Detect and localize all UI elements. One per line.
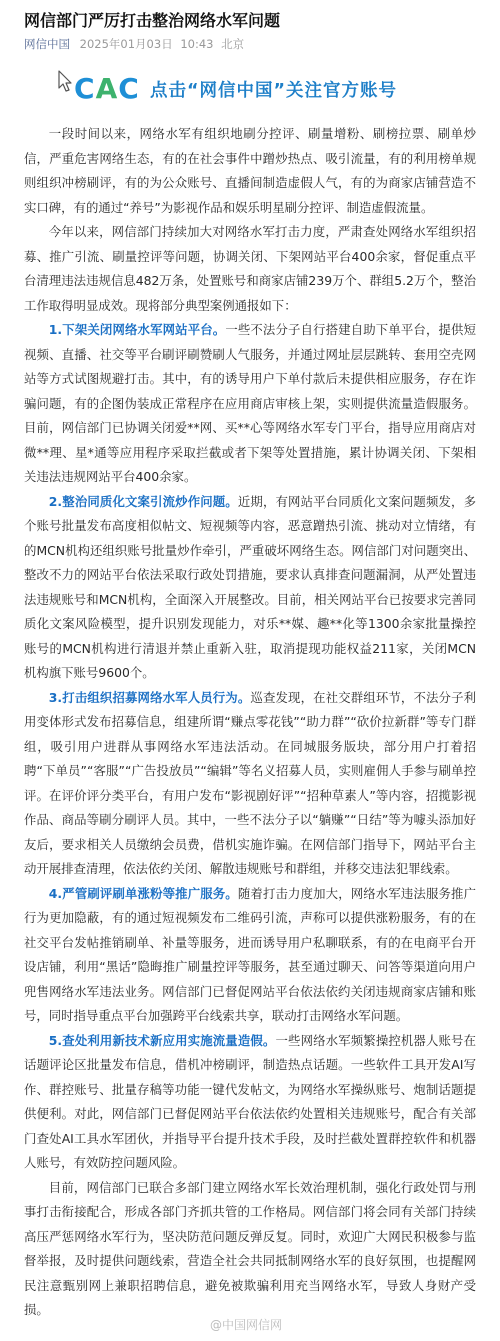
paragraph-text: 巡查发现，在社交群组环节，不法分子利用变体形式发布招募信息，组建所谓“赚点零花钱”“助力群”“砍价拉新群”等专门群组，吸引用户进群从事网络水军违法活动。在同城服务版块，部分用户打着招聘“下单员”“客服”“广告投放员”“编辑”等名义招募人员，实则雇佣人手参与刷单控评。在评价评分类平台，有用户发布“影视剧好评”“招种草素人”等内容，招揽影视作品、商品等刷分刷评人员。其中，一些不法分子以“躺赚”“日结”等为噱头添加好友后，要求相关人员缴纳会员费，借机实施诈骗。在网信部门指导下，网站平台主动开展排查清理，依法依约关闭、解散违规账号和群组，并移交违法犯罪线索。 (24, 689, 476, 876)
follow-cta-text: 点击“网信中国”关注官方账号 (150, 81, 398, 101)
cac-logo: CAC (74, 72, 140, 105)
paragraph-case-5 (24, 1029, 476, 1176)
cursor-arrow-icon (58, 70, 72, 92)
paragraph-text: 一些不法分子自行搭建自助下单平台，提供短视频、直播、社交等平台刷评刷赞刷人气服务，并通过网址层层跳转、套用空壳网站等方式试图规避打击。其中，有的诱导用户下单付款后未提供相应服务，存在诈骗问题，有的企图伪装成正常程序在应用商店审核上架，实则提供流量造假服务。目前，网信部门已协调关闭爱**网、买**心等网络水军专门平台，指导应用商店对微**理、星*通等应用程序采取拦截或者下架等处置措施，累计协调关闭、下架相关违法违规网站平台400余家。 (24, 322, 476, 484)
paragraph-case-4 (24, 882, 476, 1029)
watermark: @中国网信网 (210, 1318, 283, 1332)
case-heading: 2.整治同质化文案引流炒作问题。 (48, 493, 238, 509)
paragraph-summary (24, 220, 476, 318)
article-title: 网信部门严厉打击整治网络水军问题 (24, 11, 281, 30)
paragraph-conclusion (24, 1176, 476, 1323)
source-account-link[interactable]: 网信中国 (24, 37, 70, 51)
paragraph-text: 一些网络水军频繁操控机器人账号在话题评论区批量发布信息，借机冲榜刷评，制造热点话题。一些软件工具开发AI写作、群控账号、批量存稿等功能一键代发帖文，为网络水军操纵账号、炮制话题提供便利。对此，网信部门已督促网站平台依法依约处置相关违规账号，配合有关部门查处AI工具水军团伙，并指导平台提升技术手段，及时拦截处置群控软件和机器人账号，有效防控问题风险。 (24, 1032, 476, 1170)
paragraph-case-2 (24, 490, 476, 686)
paragraph-intro (24, 122, 476, 220)
publish-time: 10:43 (180, 37, 214, 51)
paragraph-text: 近期，有网站平台同质化文案问题频发，多个账号批量发布高度相似帖文、短视频等内容，恶意蹭热引流、挑动对立情绪，有的MCN机构还组织账号批量炒作牵引，严重破坏网络生态。网信部门对问题突出、整改不力的网站平台依法采取行政处罚措施，要求认真排查问题漏洞，从严处置违法违规账号和MCN机构，全面深入开展整改。目前，相关网站平台已按要求完善同质化文案风险模型，提升识别发现能力，对乐**媒、趣**化等1300余家批量操控账号的MCN机构进行清退并禁止重新入驻，取消提现功能权益211家，关闭MCN机构旗下账号9600个。 (24, 493, 476, 680)
case-heading: 3.打击组织招募网络水军人员行为。 (48, 689, 251, 705)
article-body (24, 122, 476, 1323)
paragraph-text: 目前，网信部门已联合多部门建立网络水军长效治理机制，强化行政处罚与刑事打击衔接配合，形成各部门齐抓共管的工作格局。网信部门将会同有关部门持续高压严惩网络水军行为，坚决防范问题反弹反复。同时，欢迎广大网民积极参与监督举报，及时提供问题线索，营造全社会共同抵制网络水军的良好氛围，也提醒网民注意甄别网上兼职招聘信息，避免被欺骗利用充当网络水军，导致人身财产受损。 (24, 1179, 476, 1317)
paragraph-text: 一段时间以来，网络水军有组织地刷分控评、刷量增粉、刷榜拉票、刷单炒信，严重危害网络生态，有的在社会事件中蹭炒热点、吸引流量，有的利用榜单规则组织冲榜刷评，有的为公众账号、直播间制造虚假人气，有的为商家店铺营造不实口碑，有的通过“养号”为影视作品和娱乐明星刷分控评、制造虚假流量。 (24, 126, 476, 215)
case-heading: 5.查处利用新技术新应用实施流量造假。 (48, 1032, 276, 1048)
paragraph-case-3 (24, 686, 476, 882)
publish-location: 北京 (221, 37, 245, 51)
case-heading: 1.下架关闭网络水军网站平台。 (48, 322, 226, 337)
paragraph-text: 今年以来，网信部门持续加大对网络水军打击力度，严肃查处网络水军组织招募、推广引流、刷量控评等问题，协调关闭、下架网站平台400余家，督促重点平台清理违法违规信息482万条，处置账号和商家店铺239万个、群组5.2万个，整治工作取得明显成效。现将部分典型案例通报如下： (24, 224, 476, 313)
paragraph-case-1 (24, 318, 476, 490)
follow-banner[interactable] (58, 68, 478, 114)
case-heading: 4.严管刷评刷单涨粉等推广服务。 (48, 885, 238, 901)
publish-date: 2025年01月03日 (79, 37, 173, 51)
article-meta (24, 36, 248, 52)
paragraph-text: 随着打击力度加大，网络水军违法服务推广行为更加隐蔽，有的通过短视频发布二维码引流，声称可以提供涨粉服务，有的在社交平台发帖推销刷单、补量等服务，进而诱导用户私聊联系，有的在电商平台开设店铺，利用“黑话”隐晦推广刷量控评等服务，甚至通过聊天、问答等渠道向用户兜售网络水军违法业务。网信部门已督促网站平台依法依约关闭违规商家店铺和账号，同时指导重点平台加强跨平台线索共享，联动打击网络水军问题。 (24, 885, 476, 1023)
